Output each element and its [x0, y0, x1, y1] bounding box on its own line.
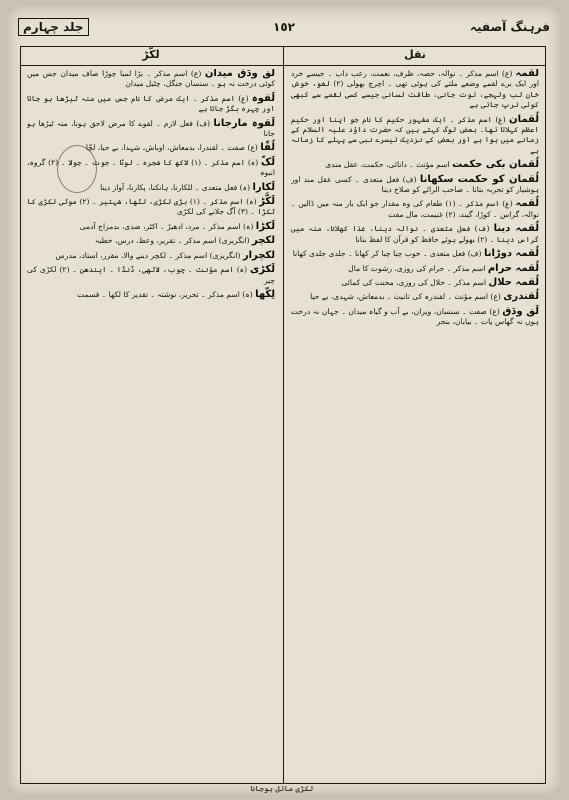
- entry-headword: لُقمہ دوڑانا: [483, 248, 539, 260]
- entry-definition: (ف) فعل لازم ۔ لقوے کا مرض لاحق ہونا، منہ ٹیڑھا ہو جانا: [27, 118, 275, 139]
- entry-definition: (ع) اسم مذکر ۔ بڑا لمبا چوڑا صاف میدان جس میں کوئی درخت نہ ہو ۔ سنسان جنگل، چٹیل میدان: [27, 69, 275, 89]
- entry-definition: (ف) فعل متعدی ۔ کسی عقل مند اور ہوشیار کو تجربہ بتانا ۔ صاحب الرائے کو صلاح دینا: [291, 174, 539, 195]
- column-divider: [283, 47, 284, 783]
- dictionary-entry: [291, 264, 539, 274]
- entry-headword: لَکَّڑ: [259, 196, 275, 208]
- entry-headword: لکچر: [252, 235, 275, 247]
- entry-definition: (ع) اسم مذکر ۔ ایک مشہور حکیم کا نام جو اپنا اور حکیم اعظم کہلاتا تھا۔ بعض لوگ کہتے ہیں کہ حضرت داؤد علیہ السلام کے زمانے میں ہوا ہے اور بعض کے نزدیک تیسرے نبی سے پہلے کا زمانہ ہے: [291, 114, 539, 155]
- dictionary-entry: [27, 197, 275, 218]
- dictionary-entry: [291, 249, 539, 259]
- book-page: [8, 6, 560, 794]
- volume-label: جلد چہارم: [18, 18, 89, 36]
- entry-definition: اسم مذکر ۔ حرام کی روزی، رشوت کا مال: [348, 263, 486, 273]
- page-number: ١٥٢: [273, 20, 295, 34]
- entry-headword: لُقمہ حلال: [488, 276, 539, 288]
- entry-headword: لُقمہ: [515, 69, 539, 79]
- entry-definition: (ع) اسم مذکر ۔ ایک مرض کا نام جس میں منہ ٹیڑھا ہو جاتا اور چہرہ بگڑ جاتا ہے: [27, 93, 275, 114]
- entry-headword: لَکّ: [261, 156, 275, 168]
- text-frame: [20, 46, 546, 784]
- entry-definition: (ہ) اسم مؤنث ۔ چوب، لاٹھی، ڈنڈا ۔ ایندھن ۔ (۲) لکڑی کی چیز: [27, 265, 275, 285]
- entry-headword: لُقّا: [260, 142, 275, 154]
- entry-definition: (انگریزی) اسم مذکر ۔ لکچر دینے والا، مقرر، استاد، مدرس: [55, 250, 241, 260]
- dictionary-entry: [27, 251, 275, 261]
- right-column-title: نقل: [404, 48, 426, 61]
- entry-definition: (ف) فعل متعدی ۔ نوالہ دینا، غذا کھلانا، منہ میں گراس دینا ۔ (۲) بھولے ہوئے حافظ کو قرآن کا لفظ بتانا: [291, 224, 539, 244]
- entry-headword: لکچرار: [242, 249, 275, 261]
- entry-definition: (ع) اسم مذکر ۔ (۱) طعام کی وہ مقدار جو ایک بار منہ میں ڈالیں ۔ نوالہ، گراس ۔ کوڑا، گیند، (۲) غنیمت، مال مفت: [291, 199, 539, 219]
- page-header: [18, 14, 550, 46]
- dictionary-entry: [291, 175, 539, 196]
- entry-definition: (ف) فعل متعدی ۔ خوب چبا چبا کر کھانا ۔ جلدی جلدی کھانا: [292, 249, 482, 259]
- entry-headword: لُقمہ حرام: [487, 262, 539, 274]
- entry-headword: لَق ودَق: [502, 305, 539, 317]
- entry-definition: (ہ) اسم مذکر ۔ مرد، ادھیڑ ۔ اکٹر، ضدی، بدمزاج آدمی: [79, 221, 254, 231]
- dictionary-entry: [291, 115, 539, 157]
- dictionary-entry: [291, 224, 539, 245]
- dictionary-entry: [291, 278, 539, 288]
- entry-definition: (انگریزی) اسم مذکر ۔ تقریر، وعظ، درس، خطبہ: [94, 236, 250, 246]
- book-title: فرہنگ آصفیہ: [470, 20, 550, 34]
- entry-headword: لَقوہ: [251, 92, 275, 104]
- dictionary-entry: [291, 307, 539, 328]
- dictionary-entry: [27, 290, 275, 300]
- dictionary-entry: [291, 160, 539, 170]
- entry-headword: لَقوہ مارجانا: [213, 117, 275, 129]
- dictionary-entry: [291, 69, 539, 111]
- entry-headword: لَکارا: [252, 181, 275, 193]
- entry-definition: (ع) اسم مذکر ۔ نوالہ، حصہ، ظرف، نعمت، رعب داب ۔ جیسے خرد اور ایک برے لقمے وضعے ملتے کی ہوئی تھی ۔ اچرچ بھولی (۲) لغو، خوش خان لب ولہجے، توت جانی، طاقت لسانی جیسے کسی لقمے سے کبھی کوئی ترپ جاتی ہے: [291, 69, 539, 110]
- entry-definition: (ہ) اسم مذکر ۔ (۱) لاکھ کا شجرہ ۔ لوٹا ۔ جوت ۔ جولا ۔ (۲) گروہ، انبوہ: [27, 157, 275, 178]
- entry-headword: لُقمان بکی حکمت: [452, 159, 539, 171]
- entry-definition: (ہ) اسم مذکر ۔ تحریر، نوشتہ ۔ تقدیر کا لکھا ۔ قسمت: [77, 289, 253, 299]
- dictionary-entry: [27, 119, 275, 140]
- entry-headword: لُقمہ: [515, 198, 539, 210]
- entry-headword: لُقمہ دینا: [493, 223, 539, 235]
- dictionary-entry: [27, 222, 275, 232]
- library-stamp: [57, 145, 97, 193]
- entry-headword: لِکّھا: [255, 288, 275, 300]
- entry-definition: (ہ) اسم مذکر ۔ (۱) بڑی لکڑی، لٹھا، شہتیر ۔ (۲) موٹی لکڑی کا ٹکڑا ۔ (۳) آگ جلانے کی لکڑی: [27, 197, 275, 217]
- entry-definition: (ہ) فعل متعدی ۔ للکارنا، ہانکنا، پکارنا، آواز دینا: [100, 182, 251, 192]
- dictionary-entry: [27, 94, 275, 115]
- right-column: [291, 69, 539, 777]
- entry-definition: (ع) اسم مؤنث ۔ لقندرہ کی تانیث ۔ بدمعاش، شہدی، بے حیا: [310, 292, 501, 302]
- page-footer: لکڑی مائل ہوجانا: [250, 784, 314, 793]
- entry-headword: لُقمان کو حکمت سکھانا: [419, 173, 539, 185]
- dictionary-entry: [291, 199, 539, 220]
- dictionary-entry: [291, 292, 539, 302]
- dictionary-entry: [27, 69, 275, 90]
- entry-definition: اسم مذکر ۔ حلال کی روزی، محنت کی کمائی: [341, 277, 487, 287]
- entry-definition: اسم مؤنث ۔ دانائی، حکمت، عقل مندی: [325, 160, 450, 170]
- entry-definition: (ع) صفت ۔ لقندرا، بدمعاش، اوباش، شہدا، بے حیا، لچّا: [85, 143, 258, 153]
- entry-headword: لُقمان: [509, 113, 539, 125]
- entry-headword: لُق ودَق میدان: [204, 69, 275, 79]
- entry-headword: لُقندری: [503, 291, 539, 303]
- entry-headword: لَکڑی: [250, 264, 275, 276]
- dictionary-entry: [27, 236, 275, 246]
- dictionary-entry: [27, 265, 275, 286]
- entry-definition: (ع) صفت ۔ سنسان، ویران، بے آب و گیاہ میدان ۔ جہاں نہ درخت ہوں نہ گھاس پات ۔ بیابان، بنجر: [291, 306, 539, 327]
- left-column-title: لکّڑ: [142, 48, 160, 61]
- entry-headword: لَکڑا: [255, 220, 275, 232]
